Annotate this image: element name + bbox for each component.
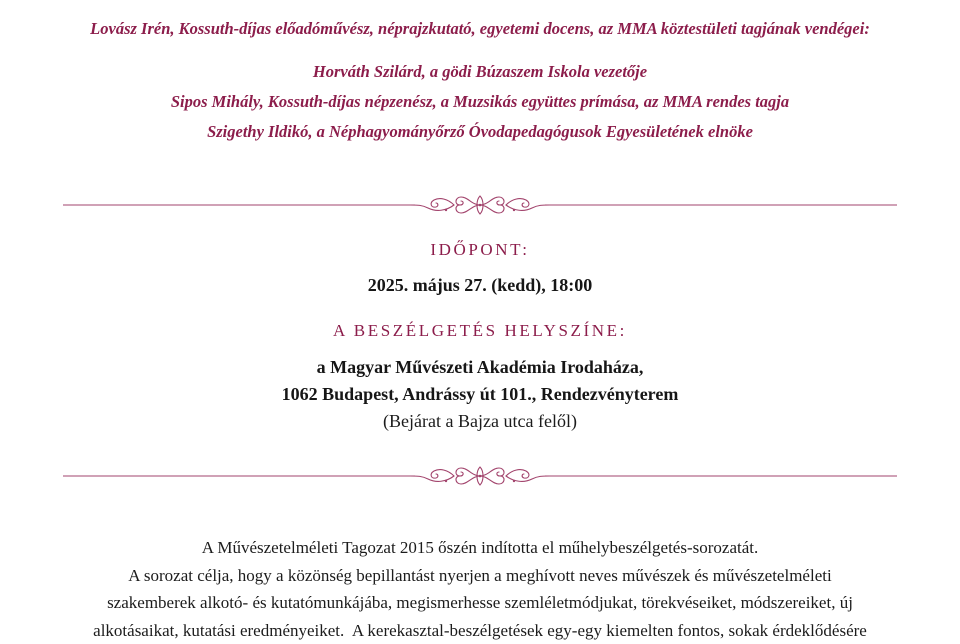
ornament-left-half (410, 468, 480, 484)
ornament-scroll-upper-right (480, 197, 504, 205)
ornament-right-half (480, 468, 550, 484)
ornament-svg-top (63, 191, 897, 219)
guest-3: Szigethy Ildikó, a Néphagyományőrző Óvodapedagógusok Egyesületének elnöke (207, 122, 753, 141)
description-line-1: A Művészetelméleti Tagozat 2015 őszén indította el műhelybeszélgetés-sorozatát. (201, 538, 759, 557)
ornament-scroll-lower-right (480, 205, 504, 213)
ornament-scroll-upper-left (456, 197, 480, 205)
ornament-svg-bottom (63, 462, 897, 490)
ornamental-divider-top (63, 191, 897, 219)
ornament-center-dot (479, 475, 482, 478)
guest-1: Horváth Szilárd, a gödi Búzaszem Iskola vezetője (312, 62, 648, 81)
ornament-scroll-lower-right (480, 476, 504, 484)
ornament-dot-left (445, 209, 447, 211)
time-label: IDŐPONT: (430, 240, 530, 259)
ornament-curl-left (431, 470, 454, 479)
description-line-4: alkotásaikat, kutatási eredményeiket. A kerekasztal-beszélgetések egy-egy kiemelten fontos, sokak érdeklődésére (93, 621, 867, 640)
venue-note: (Bejárat a Bajza utca felől) (383, 411, 577, 431)
ornament-left-half (410, 197, 480, 213)
description-line-2: A sorozat célja, hogy a közönség bepillantást nyerjen a meghívott neves művészek és művészetelméleti (128, 566, 832, 585)
ornament-scroll-lower-left (456, 476, 480, 484)
guest-2: Sipos Mihály, Kossuth-díjas népzenész, a Muzsikás együttes prímása, az MMA rendes tagja (170, 92, 790, 111)
ornament-dot-left (445, 480, 447, 482)
ornament-curl-right (506, 199, 529, 208)
ornament-scroll-upper-left (456, 468, 480, 476)
ornament-scroll-lower-left (456, 205, 480, 213)
guests-intro: Lovász Irén, Kossuth-díjas előadóművész, néprajzkutató, egyetemi docens, az MMA köztestületi tagjának vendégei: (90, 19, 870, 38)
ornament-curl-right (506, 470, 529, 479)
venue-line-1: a Magyar Művészeti Akadémia Irodaháza, (316, 357, 644, 377)
venue-label: A BESZÉLGETÉS HELYSZÍNE: (333, 321, 627, 340)
time-value: 2025. május 27. (kedd), 18:00 (367, 275, 593, 295)
ornament-center-dot (479, 204, 482, 207)
ornamental-divider-bottom (63, 462, 897, 490)
ornament-right-half (480, 197, 550, 213)
description-line-3: szakemberek alkotó- és kutatómunkájába, megismerhesse szemléletmódjukat, törekvéseiket, módszereiket, új (107, 593, 853, 612)
venue-line-2: 1062 Budapest, Andrássy út 101., Rendezvényterem (281, 384, 679, 404)
ornament-dot-right (513, 209, 515, 211)
ornament-dot-right (513, 480, 515, 482)
ornament-curl-left (431, 199, 454, 208)
ornament-scroll-upper-right (480, 468, 504, 476)
